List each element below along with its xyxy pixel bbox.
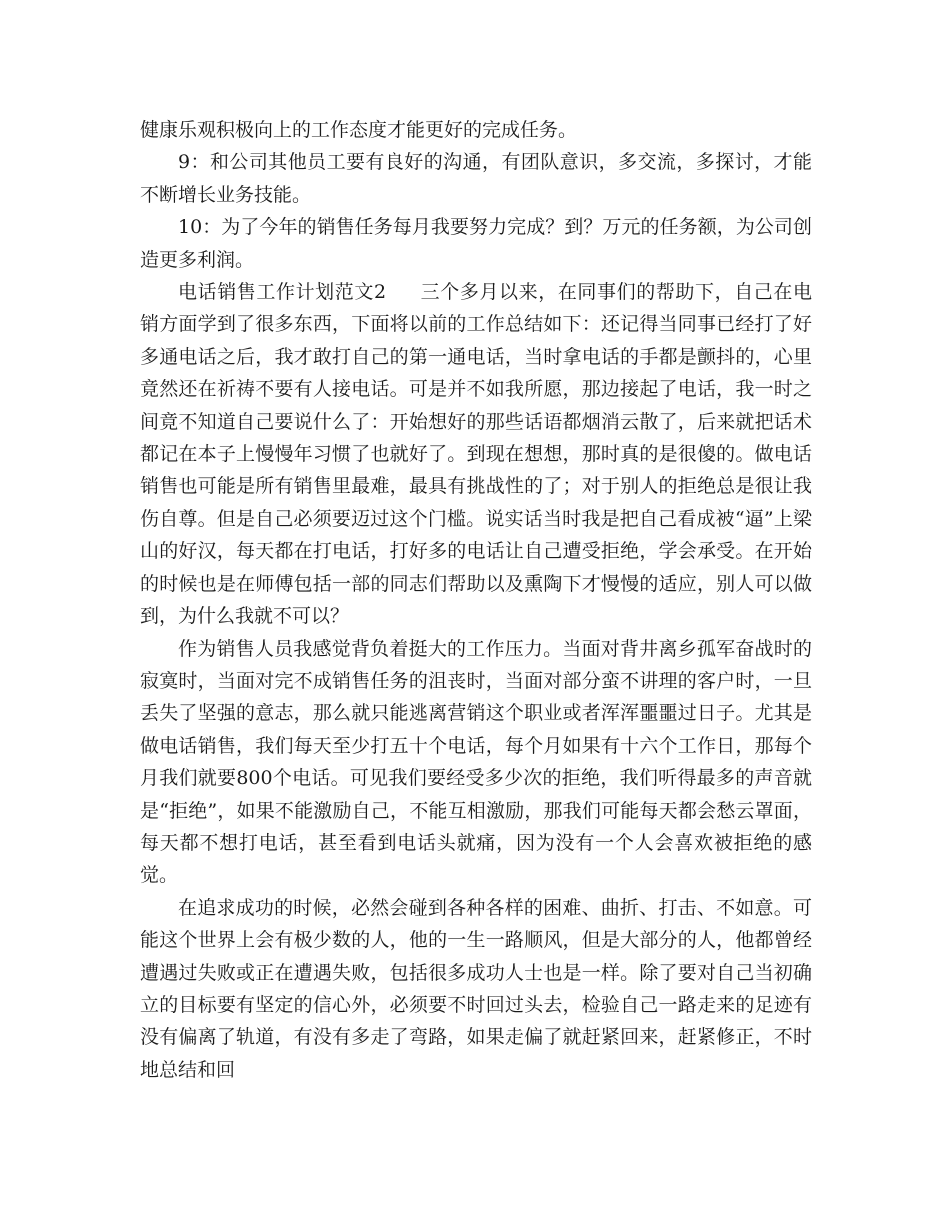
paragraph-item-10: 10：为了今年的销售任务每月我要努力完成？到？万元的任务额，为公司创造更多利润。: [140, 216, 812, 271]
paragraph-section-2: [140, 276, 812, 632]
paragraph-continuation: 健康乐观积极向上的工作态度才能更好的完成任务。: [140, 119, 578, 141]
section-body: 三个多月以来，在同事们的帮助下，自己在电销方面学到了很多东西，下面将以前的工作总结如下：还记得当同事已经打了好多通电话之后，我才敢打自己的第一通电话，当时拿电话的手都是颤抖的，心里竟然还在祈祷不要有人接电话。可是并不如我所愿，那边接起了电话，我一时之间竟不知道自己要说什么了：开始想好的那些话语都烟消云散了，后来就把话术都记在本子上慢慢年习惯了也就好了。到现在想想，那时真的是很傻的。做电话销售也可能是所有销售里最难，最具有挑战性的了；对于别人的拒绝总是很让我伤自尊。但是自己必须要迈过这个门槛。说实话当时我是把自己看成被“逼”上梁山的好汉，每天都在打电话，打好多的电话让自己遭受拒绝，学会承受。在开始的时候也是在师傅包括一部的同志们帮助以及熏陶下才慢慢的适应，别人可以做到，为什么我就不可以？: [140, 281, 812, 628]
paragraph-work-pressure: 作为销售人员我感觉背负着挺大的工作压力。当面对背井离乡孤军奋战时的寂寞时，当面对完不成销售任务的沮丧时，当面对部分蛮不讲理的客户时，一旦丢失了坚强的意志，那么就只能逃离营销这个职业或者浑浑噩噩过日子。尤其是做电话销售，我们每天至少打五十个电话，每个月如果有十六个工作日，那每个月我们就要800个电话。可见我们要经受多少次的拒绝，我们听得最多的声音就是“拒绝”，如果不能激励自己，不能互相激励，那我们可能每天都会愁云罩面，每天都不想打电话，甚至看到电话头就痛，因为没有一个人会喜欢被拒绝的感觉。: [140, 637, 812, 887]
paragraph-item-9: 9：和公司其他员工要有良好的沟通，有团队意识，多交流，多探讨，才能不断增长业务技能。: [140, 151, 812, 206]
document-body: [140, 114, 812, 1086]
section-heading: 电话销售工作计划范文2: [178, 281, 387, 304]
paragraph-pursuing-success: 在追求成功的时候，必然会碰到各种各样的困难、曲折、打击、不如意。可能这个世界上会有极少数的人，他的一生一路顺风，但是大部分的人，他都曾经遭遇过失败或正在遭遇失败，包括很多成功人士也是一样。除了要对自己当初确立的目标要有坚定的信心外，必须要不时回过头去，检验自己一路走来的足迹有没有偏离了轨道，有没有多走了弯路，如果走偏了就赶紧回来，赶紧修正，不时地总结和回: [140, 896, 812, 1081]
